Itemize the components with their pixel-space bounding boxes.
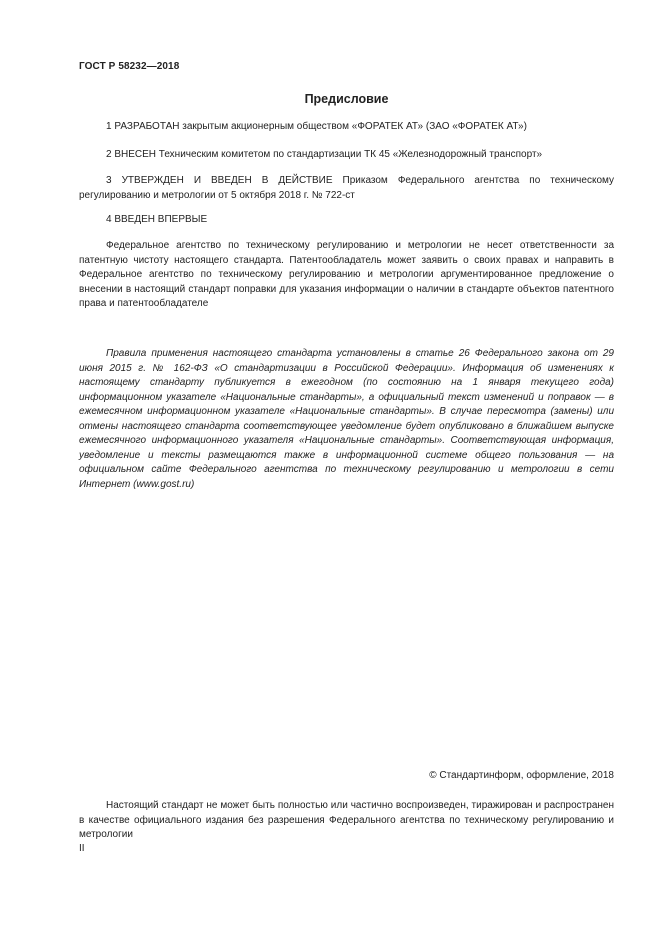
application-rules-notice: Правила применения настоящего стандарта установлены в статье 26 Федерального закона от 29 июня 2015 г. № 162-ФЗ «О стандартизации в Российской Федерации». Информация об изменениях к настоящему стандарту публикуется в ежегодном (по состоянию на 1 января текущего года) информационном указателе «Национальные стандарты», а официальный текст изменений и поправок — в ежемесячном информационном указателе «Национальные стандарты». В случае пересмотра (замены) или отмены настоящего стандарта соответствующее уведомление будет опубликовано в ближайшем выпуске ежемесячного информационного указателя «Национальные стандарты». Соответствующая информация, уведомление и тексты размещаются также в информационной системе общего пользования — на официальном сайте Федерального агентства по техническому регулированию и метрологии в сети Интернет (www.gost.ru) <box>79 348 614 490</box>
paragraph-developed-by: 1 РАЗРАБОТАН закрытым акционерным обществом «ФОРАТЕК АТ» (ЗАО «ФОРАТЕК АТ») <box>106 121 527 132</box>
page-number: II <box>79 843 85 854</box>
paragraph-patent-notice: Федеральное агентство по техническому регулированию и метрологии не несет ответственности за патентную чистоту настоящего стандарта. Патентообладатель может заявить о своих правах и направить в Федеральное агентство по техническому регулированию и метрологии аргументированное предложение о внесении в настоящий стандарт поправки для указания информации о наличии в стандарте объектов патентного права и патентообладателе <box>79 240 614 309</box>
reproduction-notice: Настоящий стандарт не может быть полностью или частично воспроизведен, тиражирован и распространен в качестве официального издания без разрешения Федерального агентства по техническому регулированию и метрологии <box>79 800 614 840</box>
document-code: ГОСТ Р 58232—2018 <box>79 61 180 72</box>
paragraph-first-introduced: 4 ВВЕДЕН ВПЕРВЫЕ <box>106 214 208 225</box>
page-title: Предисловие <box>304 92 389 106</box>
copyright-line: © Стандартинформ, оформление, 2018 <box>429 770 614 781</box>
paragraph-submitted-by: 2 ВНЕСЕН Техническим комитетом по стандартизации ТК 45 «Железнодорожный транспорт» <box>106 149 543 160</box>
paragraph-approved: 3 УТВЕРЖДЕН И ВВЕДЕН В ДЕЙСТВИЕ Приказом Федерального агентства по техническому регулированию и метрологии от 5 октября 2018 г. № 722-ст <box>79 175 614 201</box>
